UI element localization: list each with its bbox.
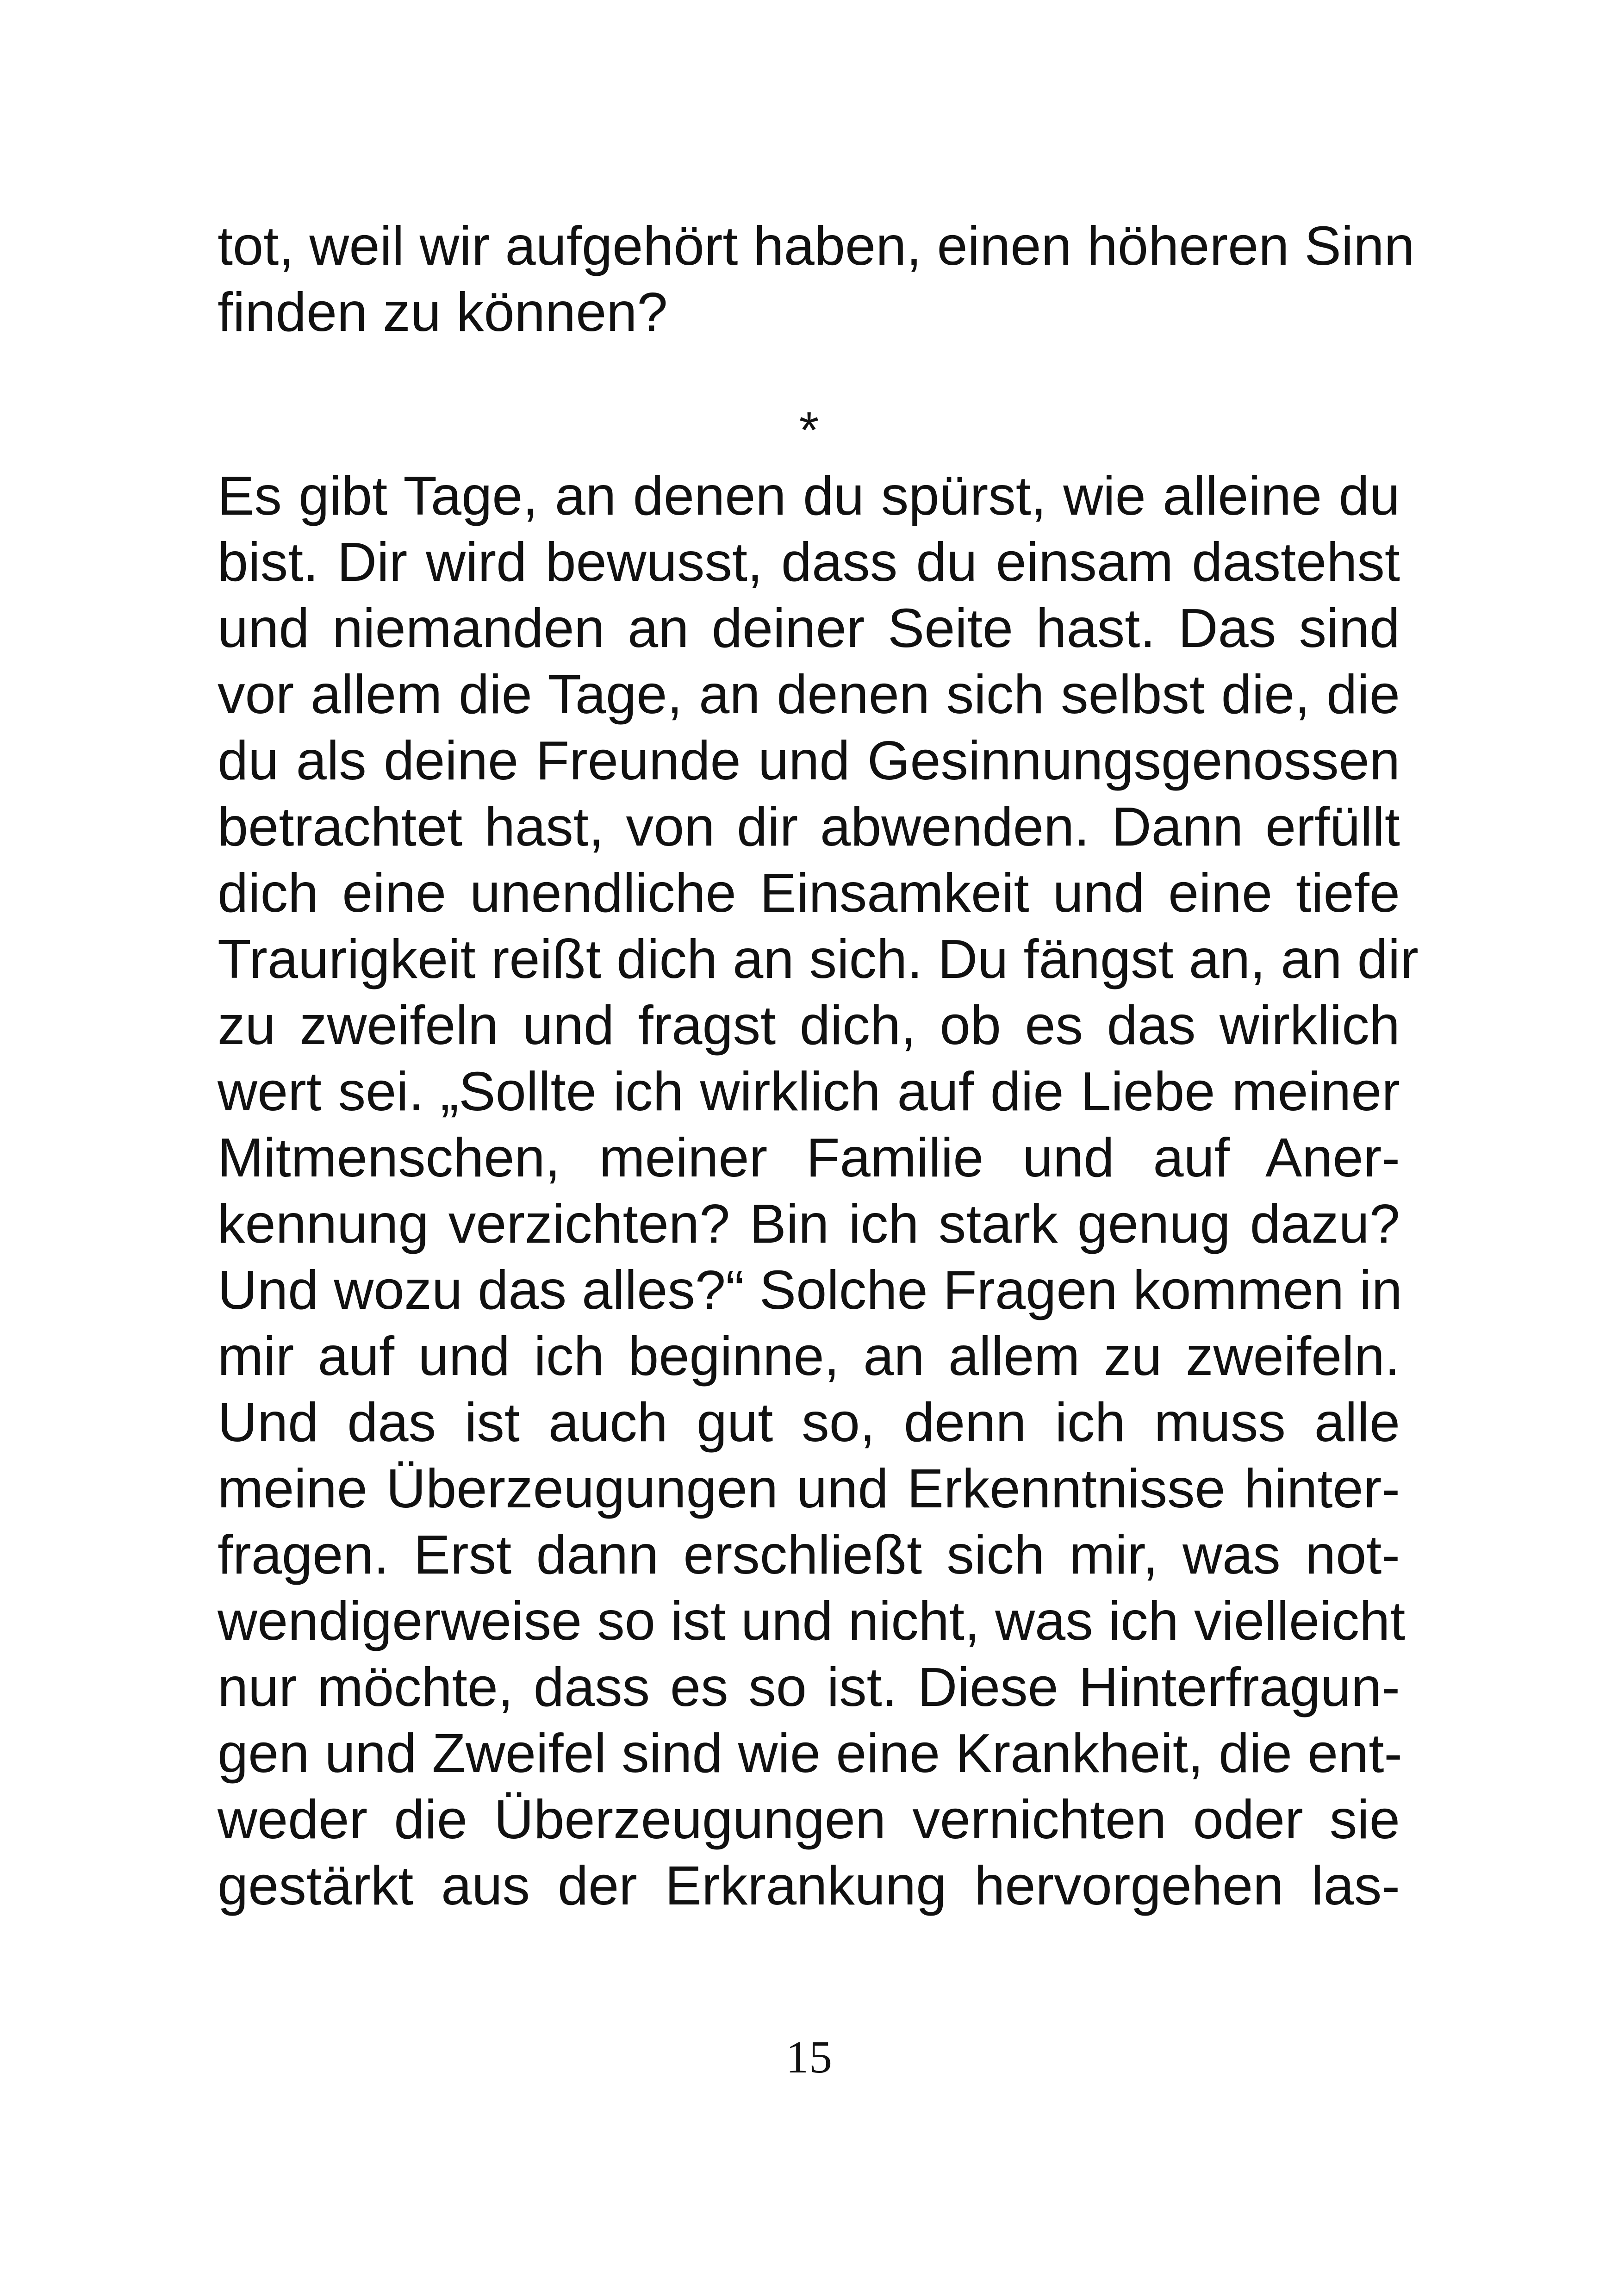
text-line: Und das ist auch gut so, denn ich muss alle bbox=[218, 1392, 1400, 1453]
text-line: betrachtet hast, von dir abwenden. Dann erfüllt bbox=[218, 796, 1400, 858]
text-line: weder die Überzeugungen vernichten oder sie bbox=[218, 1789, 1400, 1850]
text-line: gen und Zweifel sind wie eine Krankheit, die ent- bbox=[218, 1723, 1403, 1784]
paragraph-continuation bbox=[218, 213, 1415, 345]
text-line: und niemanden an deiner Seite hast. Das sind bbox=[218, 597, 1400, 659]
page-number: 15 bbox=[786, 2031, 832, 2083]
text-line: finden zu können? bbox=[218, 281, 668, 343]
text-line: Traurigkeit reißt dich an sich. Du fängst an, an dir bbox=[218, 928, 1419, 990]
text-line: tot, weil wir aufgehört haben, einen höheren Sinn bbox=[218, 215, 1415, 277]
text-line: Es gibt Tage, an denen du spürst, wie alleine du bbox=[218, 465, 1400, 527]
text-line: wendigerweise so ist und nicht, was ich vielleicht bbox=[218, 1590, 1406, 1652]
text-line: meine Überzeugungen und Erkenntnisse hinter- bbox=[218, 1458, 1400, 1519]
text-line: fragen. Erst dann erschließt sich mir, was not- bbox=[218, 1524, 1400, 1586]
text-line: Und wozu das alles?“ Solche Fragen kommen in bbox=[218, 1259, 1402, 1321]
text-line: vor allem die Tage, an denen sich selbst die, die bbox=[218, 664, 1400, 725]
text-line: kennung verzichten? Bin ich stark genug dazu? bbox=[218, 1193, 1400, 1255]
text-line: gestärkt aus der Erkrankung hervorgehen las- bbox=[218, 1855, 1400, 1916]
section-separator: * bbox=[799, 402, 819, 459]
text-line: wert sei. „Sollte ich wirklich auf die Liebe meiner bbox=[218, 1061, 1400, 1122]
text-line: Mitmenschen, meiner Familie und auf Aner- bbox=[218, 1127, 1400, 1188]
text-line: nur möchte, dass es so ist. Diese Hinterfragun- bbox=[218, 1656, 1400, 1718]
paragraph-main bbox=[218, 463, 1419, 1919]
text-line: dich eine unendliche Einsamkeit und eine tiefe bbox=[218, 862, 1400, 924]
text-line: du als deine Freunde und Gesinnungsgenossen bbox=[218, 730, 1400, 791]
text-line: mir auf und ich beginne, an allem zu zweifeln. bbox=[218, 1325, 1400, 1387]
text-line: bist. Dir wird bewusst, dass du einsam dastehst bbox=[218, 531, 1400, 593]
text-line: zu zweifeln und fragst dich, ob es das wirklich bbox=[218, 995, 1400, 1056]
